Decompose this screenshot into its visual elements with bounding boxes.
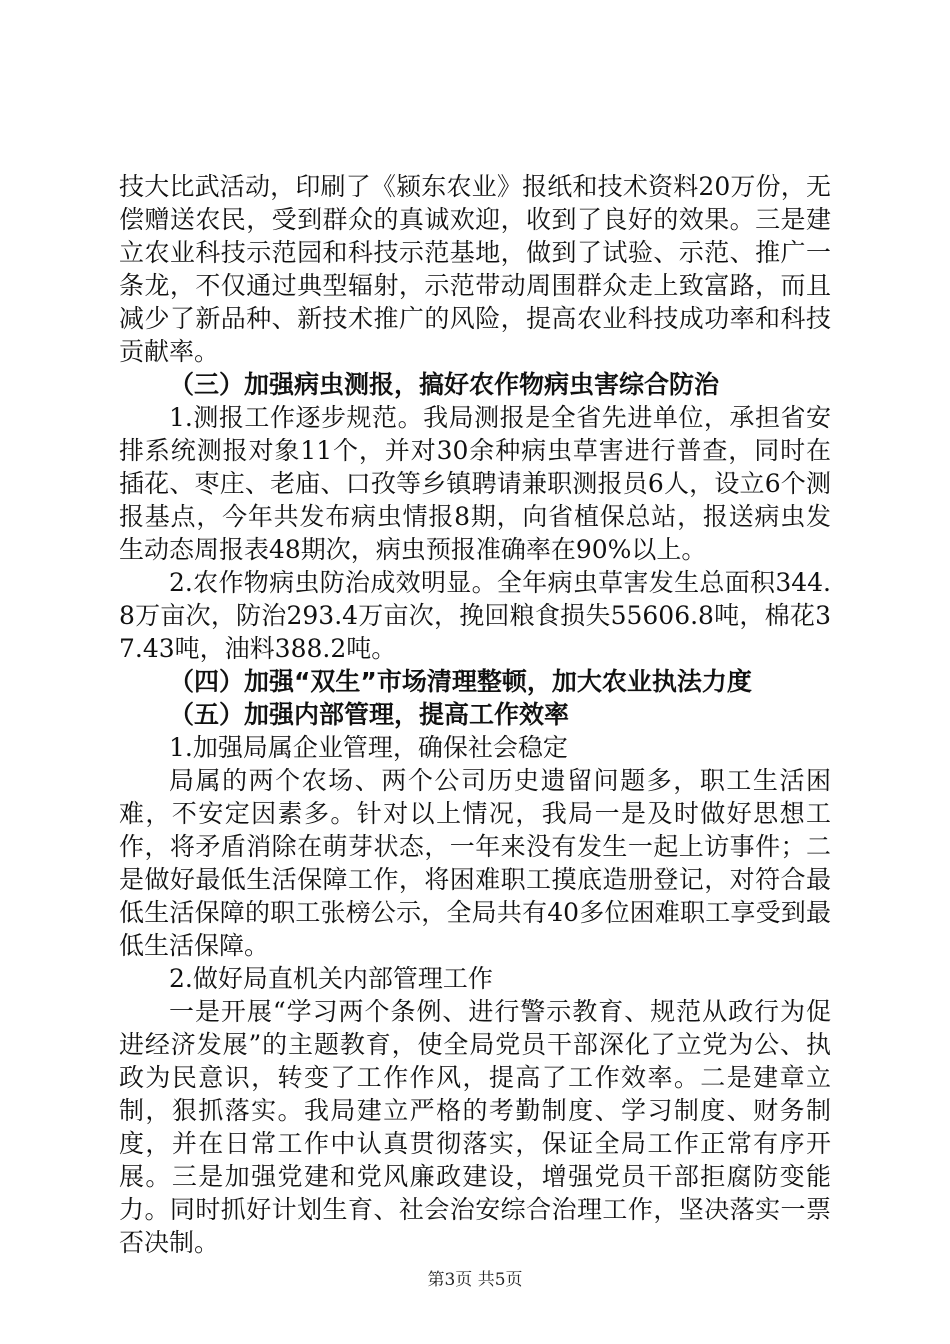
paragraph: 技大比武活动，印刷了《颍东农业》报纸和技术资料20万份，无偿赠送农民，受到群众的真诚欢迎，收到了良好的效果。三是建立农业科技示范园和科技示范基地，做到了试验、示范、推广一条龙，不仅通过典型辐射，示范带动周围群众走上致富路，而且减少了新品种、新技术推广的风险，提高农业科技成功率和科技贡献率。 (119, 172, 831, 366)
document-body (119, 170, 831, 1259)
subsection-heading: 2.做好局直机关内部管理工作 (169, 964, 493, 993)
paragraph: 局属的两个农场、两个公司历史遗留问题多，职工生活困难，不安定因素多。针对以上情况，我局一是及时做好思想工作，将矛盾消除在萌芽状态，一年来没有发生一起上访事件；二是做好最低生活保障工作，将困难职工摸底造册登记，对符合最低生活保障的职工张榜公示，全局共有40多位困难职工享受到最低生活保障。 (119, 766, 831, 960)
subsection-heading: 1.加强局属企业管理，确保社会稳定 (169, 733, 568, 762)
paragraph: 1.测报工作逐步规范。我局测报是全省先进单位，承担省安排系统测报对象11个，并对30余种病虫草害进行普查，同时在插花、枣庄、老庙、口孜等乡镇聘请兼职测报员6人，设立6个测报基点，今年共发布病虫情报8期，向省植保总站，报送病虫发生动态周报表48期次，病虫预报准确率在90%以上。 (119, 403, 831, 564)
section-heading: （五）加强内部管理，提高工作效率 (169, 700, 570, 729)
paragraph: 一是开展“学习两个条例、进行警示教育、规范从政行为促进经济发展”的主题教育，使全局党员干部深化了立党为公、执政为民意识，转变了工作作风，提高了工作效率。二是建章立制，狠抓落实。我局建立严格的考勤制度、学习制度、财务制度，并在日常工作中认真贯彻落实，保证全局工作正常有序开展。三是加强党建和党风廉政建设，增强党员干部拒腐防变能力。同时抓好计划生育、社会治安综合治理工作，坚决落实一票否决制。 (119, 997, 831, 1257)
page-footer: 第3页 共5页 (427, 1270, 523, 1290)
section-heading: （四）加强“双生”市场清理整顿，加大农业执法力度 (169, 667, 752, 696)
section-heading: （三）加强病虫测报，搞好农作物病虫害综合防治 (169, 370, 720, 399)
paragraph: 2.农作物病虫防治成效明显。全年病虫草害发生总面积344.8万亩次，防治293.4万亩次，挽回粮食损失55606.8吨，棉花37.43吨，油料388.2吨。 (119, 568, 831, 663)
